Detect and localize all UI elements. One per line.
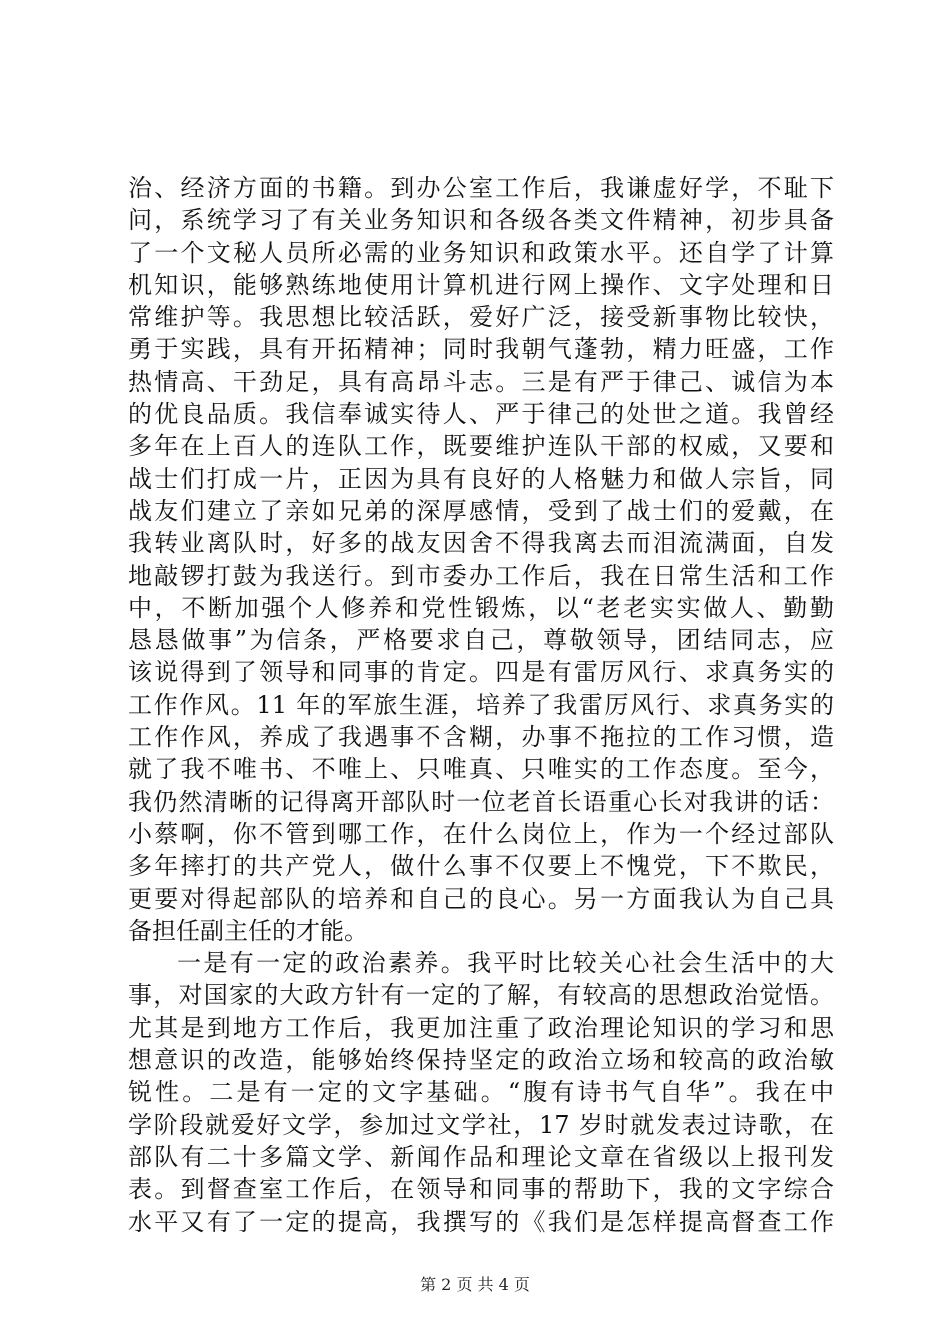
text-line: 的优良品质。我信奉诚实待人、严于律己的处世之道。我曾经 xyxy=(128,400,834,429)
text-line: 就了我不唯书、不唯上、只唯真、只唯实的工作态度。至今， xyxy=(128,755,834,784)
text-line: 尤其是到地方工作后，我更加注重了政治理论知识的学习和思 xyxy=(128,1013,834,1042)
text-line: 该说得到了领导和同事的肯定。四是有雷厉风行、求真务实的 xyxy=(128,658,834,687)
text-line: 热情高、干劲足，具有高昂斗志。三是有严于律己、诚信为本 xyxy=(128,367,834,396)
text-line: 事，对国家的大政方针有一定的了解，有较高的思想政治觉悟。 xyxy=(128,981,834,1010)
text-line: 机知识，能够熟练地使用计算机进行网上操作、文字处理和日 xyxy=(128,270,834,299)
text-line: 水平又有了一定的提高，我撰写的《我们是怎样提高督查工作 xyxy=(128,1207,834,1236)
text-line: 常维护等。我思想比较活跃，爱好广泛，接受新事物比较快， xyxy=(128,303,834,332)
text-line: 中，不断加强个人修养和党性锻炼，以“老老实实做人、勤勤 xyxy=(128,593,834,622)
text-line: 部队有二十多篇文学、新闻作品和理论文章在省级以上报刊发 xyxy=(128,1142,834,1171)
text-line: 我仍然清晰的记得离开部队时一位老首长语重心长对我讲的话： xyxy=(128,787,834,816)
paragraph-end-line: 备担任副主任的才能。 xyxy=(128,916,368,945)
text-line: 小蔡啊，你不管到哪工作，在什么岗位上，作为一个经过部队 xyxy=(128,819,834,848)
text-line: 问，系统学习了有关业务知识和各级各类文件精神，初步具备 xyxy=(128,206,834,235)
text-line: 想意识的改造，能够始终保持坚定的政治立场和较高的政治敏 xyxy=(128,1046,834,1075)
text-line: 工作作风，养成了我遇事不含糊，办事不拖拉的工作习惯，造 xyxy=(128,723,834,752)
text-line: 锐性。二是有一定的文字基础。“腹有诗书气自华”。我在中 xyxy=(128,1078,834,1107)
text-line: 表。到督查室工作后，在领导和同事的帮助下，我的文字综合 xyxy=(128,1175,834,1204)
body-text xyxy=(128,172,834,1238)
text-line: 工作作风。11 年的军旅生涯，培养了我雷厉风行、求真务实的 xyxy=(128,690,834,719)
paragraph-start-line: 一是有一定的政治素养。我平时比较关心社会生活中的大 xyxy=(177,949,834,978)
text-line: 多年在上百人的连队工作，既要维护连队干部的权威，又要和 xyxy=(128,432,834,461)
page-number-footer: 第 2 页 共 4 页 xyxy=(420,1275,530,1294)
text-line: 治、经济方面的书籍。到办公室工作后，我谦虚好学，不耻下 xyxy=(128,174,834,202)
text-line: 地敲锣打鼓为我送行。到市委办工作后，我在日常生活和工作 xyxy=(128,561,834,590)
text-line: 了一个文秘人员所必需的业务知识和政策水平。还自学了计算 xyxy=(128,238,834,267)
text-line: 我转业离队时，好多的战友因舍不得我离去而泪流满面，自发 xyxy=(128,529,834,558)
text-line: 战友们建立了亲如兄弟的深厚感情，受到了战士们的爱戴，在 xyxy=(128,496,834,525)
text-line: 勇于实践，具有开拓精神；同时我朝气蓬勃，精力旺盛，工作 xyxy=(128,335,834,364)
text-line: 战士们打成一片，正因为具有良好的人格魅力和做人宗旨，同 xyxy=(128,464,834,493)
text-line: 学阶段就爱好文学，参加过文学社，17 岁时就发表过诗歌，在 xyxy=(128,1110,834,1139)
text-line: 恳恳做事”为信条，严格要求自己，尊敬领导，团结同志，应 xyxy=(128,626,834,655)
text-line: 多年摔打的共产党人，做什么事不仅要上不愧党，下不欺民， xyxy=(128,852,834,881)
text-line: 更要对得起部队的培养和自己的良心。另一方面我认为自己具 xyxy=(128,884,834,913)
